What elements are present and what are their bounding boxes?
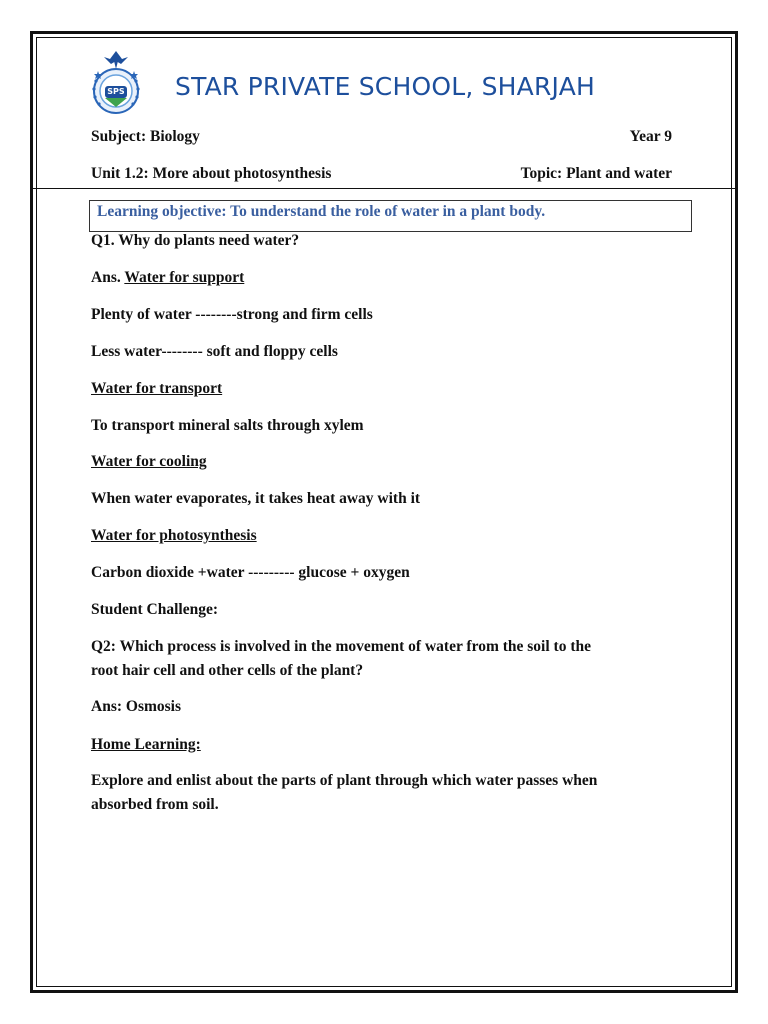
year-label: Year 9 [629, 128, 672, 145]
transport-line: To transport mineral salts through xylem [91, 417, 364, 434]
home-learning-heading: Home Learning: [91, 736, 201, 753]
learning-objective: Learning objective: To understand the role of water in a plant body. [97, 203, 546, 220]
cooling-line: When water evaporates, it takes heat away with it [91, 490, 421, 507]
school-name: STAR PRIVATE SCHOOL, SHARJAH [175, 72, 595, 101]
answer-1-line [91, 269, 244, 287]
answer-2: Ans: Osmosis [91, 698, 182, 715]
question-2-line-1: Q2: Which process is involved in the movement of water from the soil to the [91, 638, 591, 655]
topic-label: Topic: Plant and water [520, 165, 672, 182]
water-photosynthesis-heading: Water for photosynthesis [91, 527, 257, 544]
logo-initials: SPS [107, 87, 125, 96]
home-learning-line-2: absorbed from soil. [91, 796, 219, 813]
question-1: Q1. Why do plants need water? [91, 232, 300, 249]
subject-label: Subject: Biology [91, 128, 200, 145]
photosynthesis-line: Carbon dioxide +water --------- glucose + oxygen [91, 564, 410, 581]
water-support-heading: Water for support [124, 269, 245, 286]
support-line-1: Plenty of water --------strong and firm cells [91, 306, 373, 323]
water-transport-heading: Water for transport [91, 380, 223, 397]
question-2-line-2: root hair cell and other cells of the plant? [91, 662, 364, 679]
support-line-2: Less water-------- soft and floppy cells [91, 343, 338, 360]
home-learning-line-1: Explore and enlist about the parts of plant through which water passes when [91, 772, 598, 789]
header-divider [30, 188, 738, 189]
unit-label: Unit 1.2: More about photosynthesis [91, 165, 332, 182]
student-challenge-heading: Student Challenge: [91, 601, 219, 618]
school-logo [84, 47, 148, 117]
water-cooling-heading: Water for cooling [91, 453, 207, 470]
answer-prefix: Ans. [91, 269, 125, 286]
